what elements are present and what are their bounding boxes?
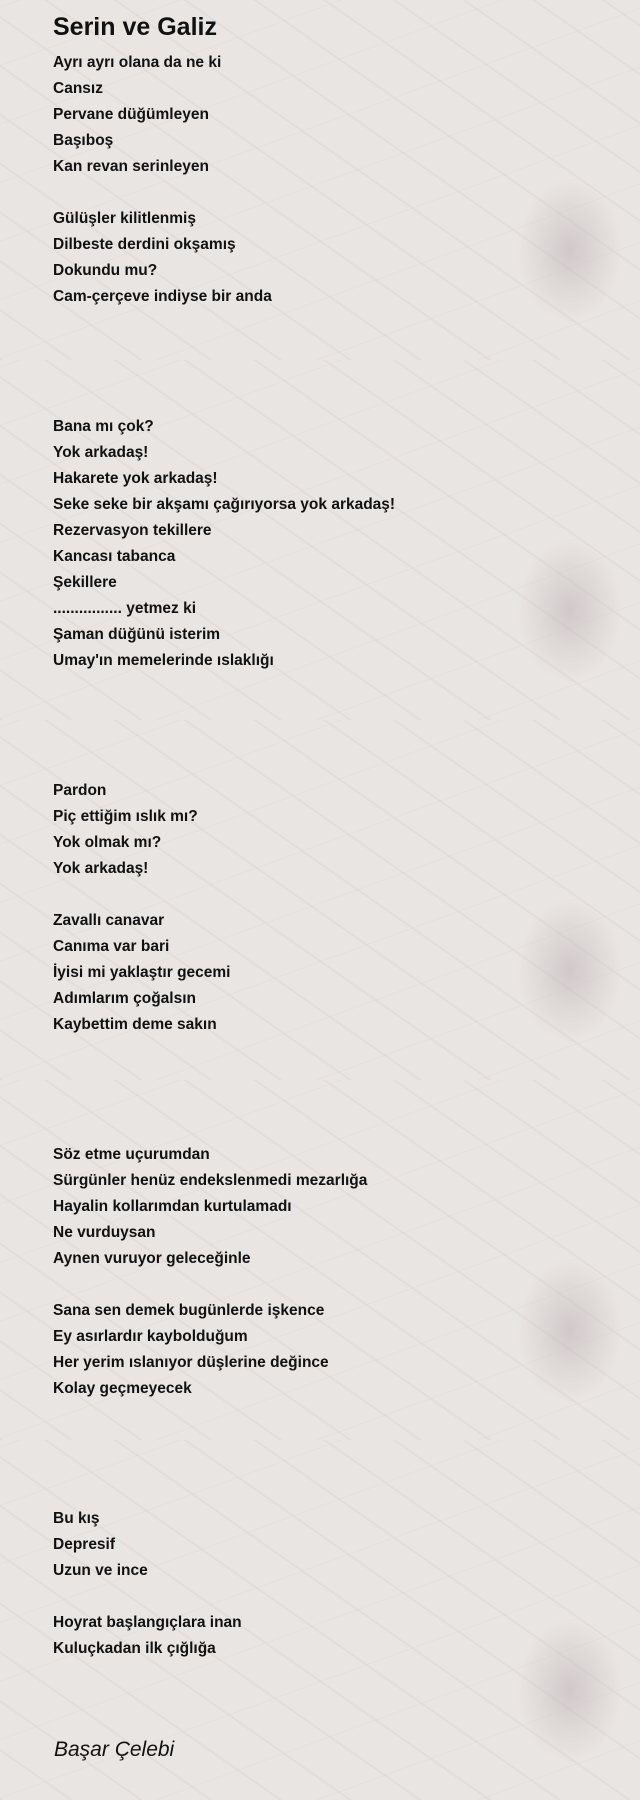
poem-blank-line (53, 1402, 613, 1428)
poem-line: Başıboş (53, 132, 114, 149)
poem-line: Cansız (53, 80, 103, 97)
poem-body (53, 50, 613, 1662)
poem-line: İyisi mi yaklaştır gecemi (53, 964, 231, 981)
poem-line: Dilbeste derdini okşamış (53, 236, 236, 253)
poem-line: Yok arkadaş! (53, 444, 149, 461)
poem-blank-line (53, 310, 613, 336)
poem-line: Yok olmak mı? (53, 834, 162, 851)
poem-blank-line (53, 726, 613, 752)
poem-line: Her yerim ıslanıyor düşlerine değince (53, 1354, 329, 1371)
poem-blank-line (53, 1064, 613, 1090)
poem-blank-line (53, 674, 613, 700)
poem-line: Ey asırlardır kaybolduğum (53, 1328, 248, 1345)
poem-line: Bana mı çok? (53, 418, 154, 435)
poem-author: Başar Çelebi (54, 1738, 175, 1761)
poem-line: Yok arkadaş! (53, 860, 149, 877)
poem-blank-line (53, 1454, 613, 1480)
poem-blank-line (53, 1038, 613, 1064)
poem-line: Canıma var bari (53, 938, 170, 955)
poem-line: Zavallı canavar (53, 912, 165, 929)
poem-blank-line (53, 336, 613, 362)
poem-blank-line (53, 1116, 613, 1142)
poem-line: Umay'ın memelerinde ıslaklığı (53, 652, 274, 669)
poem-line: Kan revan serinleyen (53, 158, 209, 175)
poem-line: Aynen vuruyor geleceğinle (53, 1250, 251, 1267)
poem-blank-line (53, 1090, 613, 1116)
poem-line: Sana sen demek bugünlerde işkence (53, 1302, 325, 1319)
poem-line: Dokundu mu? (53, 262, 158, 279)
poem-blank-line (53, 882, 613, 908)
poem-blank-line (53, 1480, 613, 1506)
poem-container (53, 8, 613, 1662)
poem-line: Seke seke bir akşamı çağırıyorsa yok arkadaş! (53, 496, 396, 513)
poem-blank-line (53, 1272, 613, 1298)
poem-line: Kolay geçmeyecek (53, 1380, 192, 1397)
poem-blank-line (53, 388, 613, 414)
poem-blank-line (53, 362, 613, 388)
poem-line: Sürgünler henüz endekslenmedi mezarlığa (53, 1172, 368, 1189)
poem-line: Uzun ve ince (53, 1562, 148, 1579)
poem-line: Ne vurduysan (53, 1224, 156, 1241)
poem-line: Gülüşler kilitlenmiş (53, 210, 196, 227)
poem-title: Serin ve Galiz (53, 13, 217, 41)
poem-line: Pardon (53, 782, 107, 799)
poem-line: ................ yetmez ki (53, 600, 196, 617)
poem-line: Şaman düğünü isterim (53, 626, 221, 643)
poem-blank-line (53, 700, 613, 726)
poem-line: Cam-çerçeve indiyse bir anda (53, 288, 272, 305)
poem-line: Kuluçkadan ilk çığlığa (53, 1640, 216, 1657)
poem-line: Bu kış (53, 1510, 100, 1527)
poem-blank-line (53, 1428, 613, 1454)
poem-line: Kancası tabanca (53, 548, 176, 565)
poem-line: Adımlarım çoğalsın (53, 990, 196, 1007)
poem-line: Şekillere (53, 574, 117, 591)
poem-line: Depresif (53, 1536, 116, 1553)
poem-line: Pervane düğümleyen (53, 106, 209, 123)
poem-line: Hayalin kollarımdan kurtulamadı (53, 1198, 292, 1215)
poem-line: Ayrı ayrı olana da ne ki (53, 54, 222, 71)
poem-line: Söz etme uçurumdan (53, 1146, 210, 1163)
poem-line: Hoyrat başlangıçlara inan (53, 1614, 242, 1631)
poem-blank-line (53, 180, 613, 206)
poem-line: Kaybettim deme sakın (53, 1016, 217, 1033)
poem-line: Piç ettiğim ıslık mı? (53, 808, 198, 825)
poem-line: Rezervasyon tekillere (53, 522, 212, 539)
poem-line: Hakarete yok arkadaş! (53, 470, 218, 487)
poem-blank-line (53, 752, 613, 778)
poem-blank-line (53, 1584, 613, 1610)
